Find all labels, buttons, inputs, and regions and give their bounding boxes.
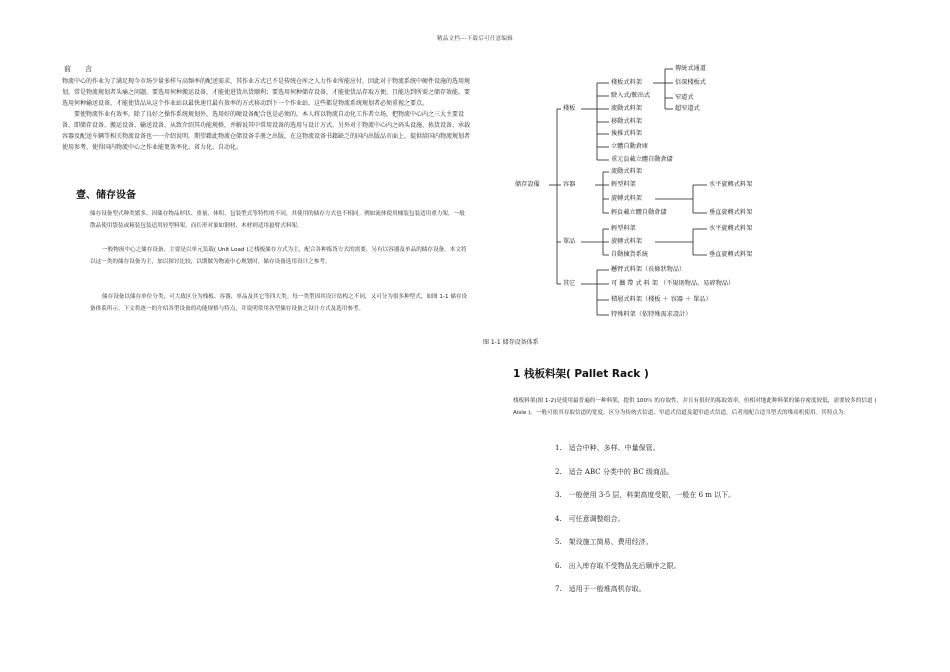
node-other: 其它 (563, 280, 576, 287)
page-header: 精品文档---下载后可任意编辑 (436, 36, 514, 42)
pallet-rack-title: 1 栈板料架( Pallet Rack ) (513, 368, 649, 380)
node-pallet-item: 移動式料架 (611, 118, 642, 125)
node-rack-type: 傳統式通道 (675, 65, 706, 72)
node-pallet-item: 重元負載立體自動倉儲 (611, 156, 673, 163)
node-storage-equipment: 储存設備 (515, 181, 540, 188)
section-paragraph-1: 储存设备型式种类繁多，因储存物品形状、重量、体积、包装型式等特性的不同，其使用的储存方式也不相同。例如流体使用桶装包装适用重力架，一般散品使用袋装或箱装包装适用轻型料架，而长形对象如钢材、木材则适用悬臂式料架。 (90, 211, 465, 229)
node-container-item: 輕負載立體自動倉儲 (611, 209, 667, 216)
section-title-storage: 壹、储存设备 (76, 190, 136, 201)
preface (62, 64, 470, 153)
node-rack-type: 倍深棧板式 (675, 79, 706, 86)
node-rack-type: 窄道式 (675, 94, 694, 101)
node-rack-type: 超窄道式 (675, 105, 700, 112)
preface-paragraph-2: 要使物流作业有效率，除了良好之操作系统规划外，选用好的硬设备配合也是必须的。本人将以物流自动化工作者立场，把物流中心内之三大主要设备，即储存设备、搬运设备、输送设备，从致介绍其功能规格，并解说其中常用设备的选用与设计方式，另外对于物流中心内之码头设施、拣货设备、承载容器及配送车辆等相关物流设备也一一介绍说明，期望藉此物流仓储设备手册之出版，在这物流设备书籍缺乏的国内出版品市面上，提供给国内物流规划者使用参考，使得国内物流中心之作业能更效率化、省力化、自动化。 (62, 111, 471, 151)
figure-caption: 图 1-1 储存设备体系 (483, 339, 539, 346)
node-container: 容器 (563, 181, 576, 188)
node-single-item: 自動揀貨系統 (611, 251, 649, 258)
diagram-connector-lines (515, 62, 775, 330)
node-other-item: 懸臂式料架（長條狀物品） (611, 266, 686, 273)
node-other-item: 特殊料架（依特殊需求設計） (611, 311, 692, 318)
storage-equipment-diagram (515, 62, 775, 330)
node-container-item: 輕型料架 (611, 181, 636, 188)
node-other-item: 可 攜 帶 式 料 架 （不規則物品、易碎物品） (611, 280, 735, 287)
feature-item: 5. 架设施工简易、费用经济。 (555, 538, 653, 546)
node-pallet-item: 棧板式料架 (611, 79, 642, 86)
feature-item: 1. 适合中种、多样、中量保管。 (555, 444, 660, 452)
node-pallet-item: 立體自動倉庫 (611, 143, 649, 150)
feature-item: 7. 适用于一般堆高机存取。 (555, 585, 646, 593)
node-container-item: 旋轉式料架 (611, 195, 642, 202)
node-rotary-type: 垂直旋轉式料架 (709, 209, 753, 216)
node-single-item: 輕型料架 (611, 225, 636, 232)
pallet-rack-feature-list (555, 442, 735, 607)
node-rotary-type: 垂直旋轉式料架 (709, 251, 753, 258)
node-container-item: 流動式料架 (611, 168, 642, 175)
feature-item: 6. 出入库存取不受物品先后顺序之限。 (555, 561, 681, 570)
node-rotary-type: 水平旋轉式料架 (709, 181, 753, 188)
section-paragraph-3: 储存设备以储存单位分类，可大致区分为栈板、容器、单品及其它等四大类。每一类型因其设计结构之不同，又可分为很多种型式，如图 1-1 储存设备体系所示。下文将逐一的介绍各型设备的功能规格与特点，并说明常用各型储存设备之设计方式及选用参考。 (90, 294, 468, 312)
feature-item: 4. 可任意调整组合。 (555, 514, 625, 523)
preface-paragraph-1: 物流中心的作业为了满足现今市场少量多样与高频率的配送需求，其作业方式已不是传统仓库之人力作业所能应付，因此对于物流系统中硬件设施的选用规划，常是物流规划者头痛之问题。要选用何种搬运设备，才能使进货出货顺利；要选用何种储存设备，才能使货品存取方便，且能达到所需之储存效能。要选用何种输送设备，才能使货品从这个作业站以最快速且最有效率的方式移动到下一个作业站，这些都是物流系统规划者必须重视之要点。 (62, 78, 471, 107)
node-pallet-item: 後推式料架 (611, 130, 642, 137)
node-pallet: 棧板 (563, 105, 576, 112)
node-pallet-item: 駛入式/駛出式 (611, 92, 651, 99)
node-other-item: 積層式料架（棧板 ＋ 容器 ＋ 單品） (611, 296, 712, 303)
feature-item: 3. 一般使用 3-5 层，料架高度受限，一般在 6 m 以下。 (555, 491, 736, 499)
node-single-item: 單品 (563, 238, 576, 245)
node-rotary-type: 水平旋轉式料架 (709, 225, 753, 232)
pallet-rack-description: 栈板料架(图 1-2)是使用最普遍的一种料架，提供 100％ 的存取性，并且有很好的拣取效率。但相对地此种料架的储存密度较低，需要较多的信道 ( Aisle )。一般可依其存取信道的宽度，区分为传统式信道、窄道式信道及超窄道式信道，后者需配合适当型式的堆高机使用。其特点为： (513, 398, 877, 416)
node-single-item: 旋轉式料架 (611, 238, 642, 245)
node-pallet-item: 流動式料架 (611, 105, 642, 112)
feature-item: 2. 适合 ABC 分类中的 BC 级商品。 (555, 467, 674, 476)
preface-title: 前言 (64, 65, 106, 73)
section-paragraph-2: 一般物流中心之储存设备，主要是以单元负载( Unit Load )之栈板储存方式为主，配合各种拣货方式的需要，另有以容器及单品的储存设备。本文将以这一类的储存设备为主，加以探讨比较，以期做为物流中心规划时，储存设备选用设计之参考。 (90, 247, 467, 265)
